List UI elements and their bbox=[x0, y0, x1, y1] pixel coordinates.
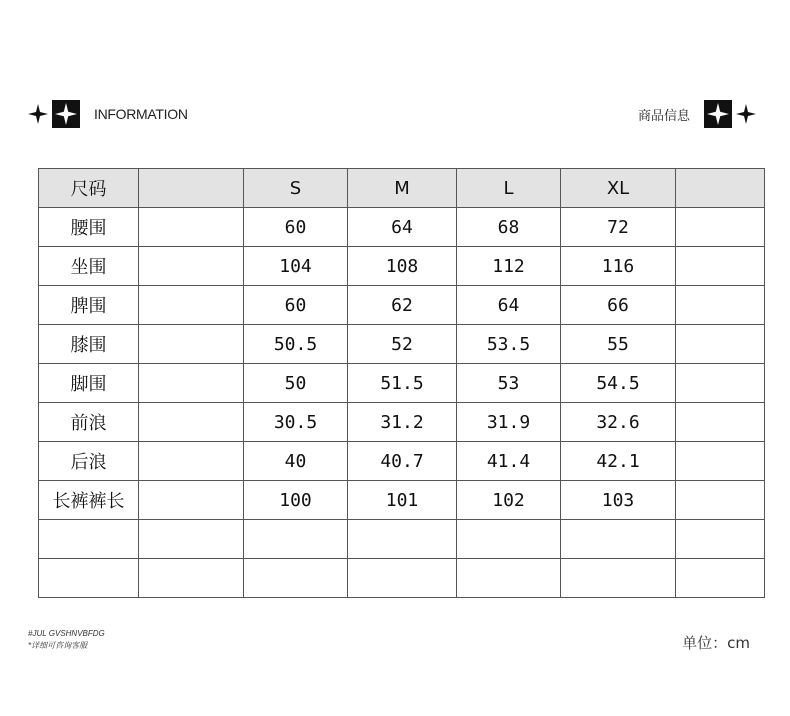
row-label bbox=[39, 520, 139, 559]
row-label: 脾围 bbox=[39, 286, 139, 325]
blank-cell bbox=[676, 520, 765, 559]
table-row bbox=[39, 325, 765, 364]
column-header-blank bbox=[676, 169, 765, 208]
cell-m: 40.7 bbox=[348, 442, 457, 481]
blank-cell bbox=[676, 403, 765, 442]
cell-xl: 54.5 bbox=[561, 364, 676, 403]
table-row bbox=[39, 403, 765, 442]
information-label: INFORMATION bbox=[94, 106, 188, 122]
cell-xl: 66 bbox=[561, 286, 676, 325]
footer-notes bbox=[28, 628, 105, 652]
cell-xl bbox=[561, 559, 676, 598]
row-label: 膝围 bbox=[39, 325, 139, 364]
blank-cell bbox=[139, 403, 244, 442]
blank-cell bbox=[139, 286, 244, 325]
cell-s: 60 bbox=[244, 208, 348, 247]
table-row bbox=[39, 481, 765, 520]
blank-cell bbox=[139, 520, 244, 559]
cell-s: 104 bbox=[244, 247, 348, 286]
row-label: 长裤裤长 bbox=[39, 481, 139, 520]
header-product-info bbox=[638, 100, 756, 128]
cell-m bbox=[348, 559, 457, 598]
product-code: #JUL GVSHNVBFDG bbox=[28, 629, 105, 638]
blank-cell bbox=[676, 364, 765, 403]
product-info-label: 商品信息 bbox=[637, 108, 690, 124]
box-star-icon bbox=[704, 100, 732, 128]
table-row bbox=[39, 442, 765, 481]
blank-cell bbox=[139, 208, 244, 247]
blank-cell bbox=[139, 442, 244, 481]
table-header-row bbox=[39, 169, 765, 208]
cell-s bbox=[244, 520, 348, 559]
blank-cell bbox=[139, 481, 244, 520]
cell-xl bbox=[561, 520, 676, 559]
cell-xl: 72 bbox=[561, 208, 676, 247]
cell-l: 112 bbox=[457, 247, 561, 286]
row-label: 腰围 bbox=[39, 208, 139, 247]
blank-cell bbox=[676, 208, 765, 247]
cell-l: 102 bbox=[457, 481, 561, 520]
row-label: 坐围 bbox=[39, 247, 139, 286]
cell-m bbox=[348, 520, 457, 559]
cell-xl: 42.1 bbox=[561, 442, 676, 481]
column-header-m: M bbox=[348, 169, 457, 208]
sparkle-icon bbox=[736, 104, 756, 124]
cell-m: 62 bbox=[348, 286, 457, 325]
cell-l bbox=[457, 520, 561, 559]
cell-m: 64 bbox=[348, 208, 457, 247]
cell-xl: 103 bbox=[561, 481, 676, 520]
table-row bbox=[39, 247, 765, 286]
cell-s: 30.5 bbox=[244, 403, 348, 442]
cell-xl: 55 bbox=[561, 325, 676, 364]
box-star-icon bbox=[52, 100, 80, 128]
unit-label: 单位：cm bbox=[682, 634, 750, 652]
column-header-xl: XL bbox=[561, 169, 676, 208]
size-chart-table bbox=[38, 168, 765, 598]
table-row bbox=[39, 286, 765, 325]
sparkle-icon bbox=[28, 104, 48, 124]
blank-cell bbox=[676, 442, 765, 481]
cell-m: 52 bbox=[348, 325, 457, 364]
cell-l: 31.9 bbox=[457, 403, 561, 442]
table-row bbox=[39, 208, 765, 247]
cell-l bbox=[457, 559, 561, 598]
blank-cell bbox=[139, 559, 244, 598]
blank-cell bbox=[676, 286, 765, 325]
cell-s bbox=[244, 559, 348, 598]
blank-cell bbox=[139, 364, 244, 403]
cell-s: 50.5 bbox=[244, 325, 348, 364]
header-information bbox=[28, 100, 188, 128]
blank-cell bbox=[676, 247, 765, 286]
row-label bbox=[39, 559, 139, 598]
blank-cell bbox=[676, 559, 765, 598]
cell-xl: 116 bbox=[561, 247, 676, 286]
table-row bbox=[39, 520, 765, 559]
blank-cell bbox=[139, 325, 244, 364]
cell-l: 53 bbox=[457, 364, 561, 403]
column-header-blank bbox=[139, 169, 244, 208]
cell-s: 60 bbox=[244, 286, 348, 325]
cell-xl: 32.6 bbox=[561, 403, 676, 442]
column-header-s: S bbox=[244, 169, 348, 208]
cell-s: 40 bbox=[244, 442, 348, 481]
consult-note: *详细可咨询客服 bbox=[28, 641, 88, 650]
cell-m: 101 bbox=[348, 481, 457, 520]
cell-l: 68 bbox=[457, 208, 561, 247]
blank-cell bbox=[139, 247, 244, 286]
cell-s: 50 bbox=[244, 364, 348, 403]
table-row bbox=[39, 364, 765, 403]
cell-m: 108 bbox=[348, 247, 457, 286]
cell-s: 100 bbox=[244, 481, 348, 520]
cell-l: 53.5 bbox=[457, 325, 561, 364]
column-header-size: 尺码 bbox=[39, 169, 139, 208]
column-header-l: L bbox=[457, 169, 561, 208]
cell-l: 41.4 bbox=[457, 442, 561, 481]
cell-m: 51.5 bbox=[348, 364, 457, 403]
table-row bbox=[39, 559, 765, 598]
cell-l: 64 bbox=[457, 286, 561, 325]
cell-m: 31.2 bbox=[348, 403, 457, 442]
blank-cell bbox=[676, 481, 765, 520]
row-label: 脚围 bbox=[39, 364, 139, 403]
row-label: 后浪 bbox=[39, 442, 139, 481]
blank-cell bbox=[676, 325, 765, 364]
row-label: 前浪 bbox=[39, 403, 139, 442]
